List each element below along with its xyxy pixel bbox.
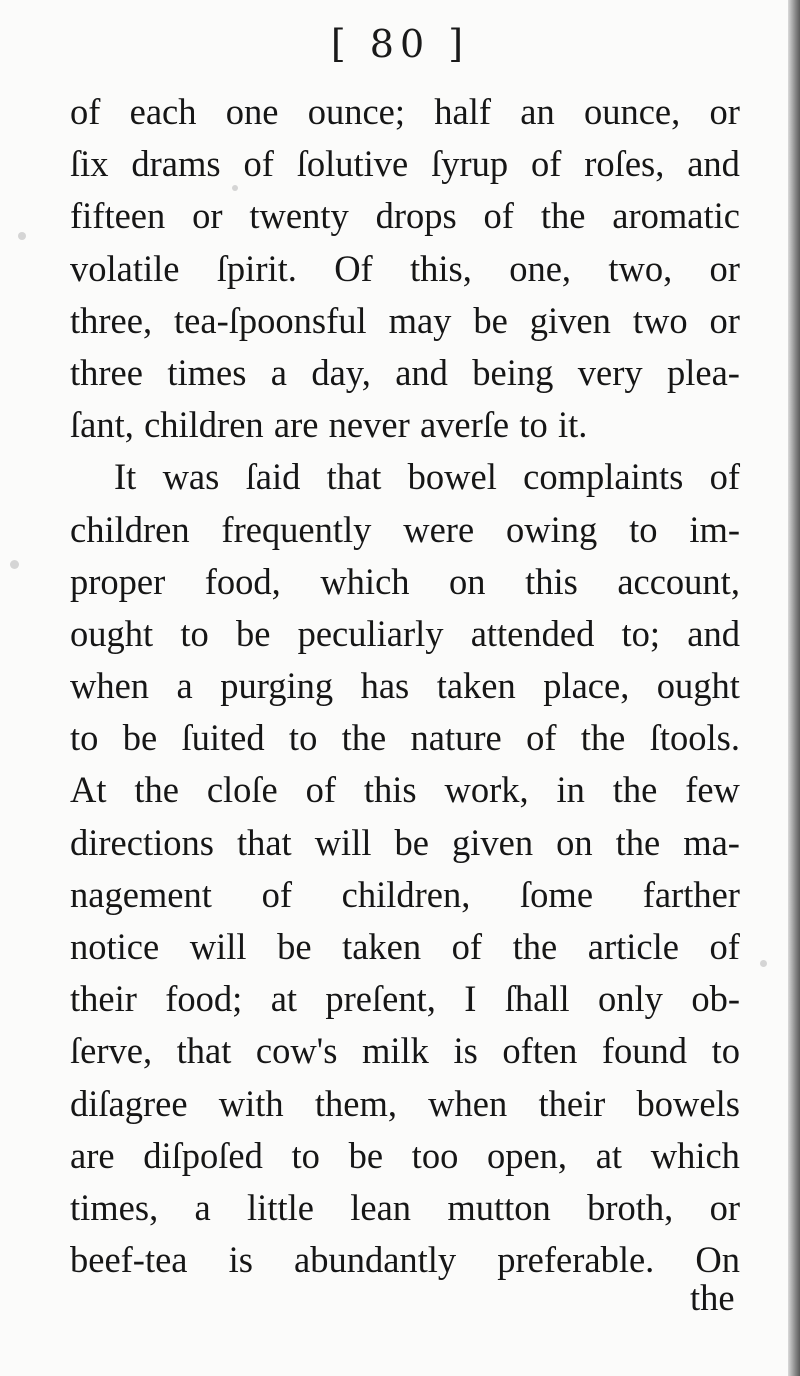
word: taken [342, 926, 422, 967]
word: peculiarly [297, 612, 444, 654]
word: On [695, 1239, 740, 1281]
text-line [70, 1025, 740, 1077]
word: the [341, 717, 387, 759]
word: to [180, 612, 209, 654]
word: that [236, 821, 292, 863]
word: ob- [691, 978, 740, 1020]
word: bowel [407, 456, 497, 498]
word: or [192, 195, 223, 237]
word: which [650, 1134, 740, 1176]
word: is [453, 1030, 478, 1072]
text-line [70, 660, 740, 712]
word: children [144, 404, 264, 446]
word: being [472, 351, 554, 393]
word: were [403, 508, 475, 550]
text-line [70, 1130, 740, 1182]
paper-speck [10, 560, 19, 569]
word: of [531, 143, 562, 185]
word: the [512, 926, 558, 967]
word: and [395, 351, 448, 393]
text-line [70, 973, 740, 1025]
word: on [449, 560, 486, 602]
word: will [314, 821, 372, 863]
word: each [129, 91, 197, 132]
word: be [235, 612, 271, 654]
word: ſaid [245, 456, 301, 498]
text-line [70, 243, 740, 295]
word: nature [410, 717, 502, 759]
word: the [134, 769, 179, 811]
word: diſagree [70, 1082, 188, 1124]
word: when [70, 665, 150, 707]
word: a [194, 1186, 211, 1228]
body-text [70, 86, 740, 1286]
word: open, [486, 1134, 568, 1176]
word: Of [334, 247, 373, 289]
word: food, [204, 560, 281, 602]
word: at [595, 1134, 623, 1176]
text-line [70, 190, 740, 242]
word: of [709, 456, 740, 498]
word: or [709, 1186, 740, 1228]
word: cow's [255, 1030, 338, 1072]
word: it. [557, 404, 588, 446]
word: and [687, 612, 740, 654]
word: children [70, 508, 190, 550]
word: times, [70, 1186, 159, 1228]
word: be [277, 926, 312, 967]
word: at [270, 978, 298, 1020]
word: ſyrup [431, 143, 509, 185]
word: volatile [70, 247, 180, 289]
text-line [70, 556, 740, 608]
word: ſome [520, 873, 594, 915]
word: given [451, 821, 534, 863]
word: when [428, 1082, 508, 1124]
text-line [70, 1234, 740, 1286]
word: owing [506, 508, 598, 550]
word: that [326, 456, 382, 498]
word: cloſe [206, 769, 278, 811]
word: or [709, 299, 740, 341]
word: their [70, 978, 137, 1020]
text-line [70, 764, 740, 816]
word: taken [436, 665, 516, 707]
word: ought [656, 665, 740, 707]
word: averſe [419, 404, 510, 446]
word: frequently [221, 508, 372, 550]
catchword: the [690, 1277, 735, 1318]
word: the [540, 195, 586, 237]
word: work, [444, 769, 529, 811]
word: abundantly [294, 1239, 457, 1281]
word: ounce, [583, 91, 681, 132]
word: preſent, [325, 978, 436, 1020]
word: day, [311, 351, 371, 393]
word: to [291, 1134, 320, 1176]
paper-speck [760, 960, 767, 967]
text-line [70, 86, 740, 138]
word: mutton [447, 1186, 551, 1228]
word: times [167, 351, 247, 393]
word: the [612, 769, 658, 811]
word: directions [70, 821, 214, 863]
word: of [70, 91, 101, 132]
word: to [629, 508, 658, 550]
word: was [162, 456, 220, 498]
word: two [632, 299, 688, 341]
text-line [70, 295, 740, 347]
word: drams [131, 143, 221, 185]
word: diſpoſed [143, 1134, 263, 1176]
text-line [70, 1182, 740, 1234]
text-line [70, 138, 740, 190]
word: to [519, 404, 548, 446]
word: are [70, 1134, 115, 1176]
word: ſerve, [70, 1030, 153, 1072]
word: very [577, 351, 643, 393]
word: this, [410, 247, 472, 289]
word: an [520, 91, 555, 132]
page-number: [ 80 ] [330, 22, 470, 66]
word: ſolutive [296, 143, 409, 185]
word: that [176, 1030, 232, 1072]
word: of [709, 926, 740, 967]
word: on [556, 821, 593, 863]
text-line [70, 399, 740, 451]
word: with [218, 1082, 284, 1124]
word: to [70, 717, 99, 759]
word: It [114, 456, 137, 498]
word: never [328, 404, 410, 446]
word: of [261, 873, 292, 915]
word: ſtools. [649, 717, 740, 759]
word: attended [470, 612, 595, 654]
word: ſant, [70, 404, 134, 446]
word: this [525, 560, 578, 602]
word: or [709, 91, 740, 132]
word: the [580, 717, 626, 759]
word: twenty [249, 195, 349, 237]
word: broth, [587, 1186, 674, 1228]
word: in [556, 769, 585, 811]
word: ſpirit. [216, 247, 297, 289]
text-line [70, 921, 740, 973]
word: proper [70, 560, 166, 602]
word: a [270, 351, 287, 393]
text-line [70, 817, 740, 869]
text-line [70, 869, 740, 921]
word: one, [509, 247, 572, 289]
word: to [711, 1030, 740, 1072]
word: one [225, 91, 279, 132]
text-line [70, 451, 740, 503]
word: found [601, 1030, 688, 1072]
text-line [70, 608, 740, 660]
word: to; [621, 612, 661, 654]
word: to [288, 717, 318, 759]
word: too [411, 1134, 459, 1176]
text-line [70, 504, 740, 556]
word: im- [689, 508, 740, 550]
word: ſhall [504, 978, 570, 1020]
word: of [483, 195, 514, 237]
word: complaints [523, 456, 684, 498]
word: given [529, 299, 611, 341]
word: the [615, 821, 661, 863]
paper-speck [18, 232, 26, 240]
word: or [709, 247, 740, 289]
word: half [434, 91, 492, 132]
word: be [394, 821, 429, 863]
word: account, [617, 560, 740, 602]
word: milk [362, 1030, 429, 1072]
word: At [70, 769, 107, 811]
word: notice [70, 926, 160, 967]
word: plea- [666, 351, 740, 393]
word: two, [608, 247, 673, 289]
word: beef-tea [70, 1239, 188, 1281]
word: of [243, 143, 274, 185]
word: often [502, 1030, 578, 1072]
word: of [305, 769, 337, 811]
word: ought [70, 612, 154, 654]
word: three, [70, 299, 153, 341]
word: farther [642, 873, 740, 915]
word: of [451, 926, 483, 967]
word: ma- [683, 821, 740, 863]
word: children, [341, 873, 471, 915]
word: article [587, 926, 679, 967]
word: which [320, 560, 410, 602]
word: be [122, 717, 158, 759]
text-line [70, 347, 740, 399]
word: roſes, [584, 143, 665, 185]
word: this [363, 769, 417, 811]
word: three [70, 351, 143, 393]
word: ſuited [181, 717, 265, 759]
word: and [687, 143, 740, 185]
word: ounce; [307, 91, 406, 132]
word: ſix [70, 143, 109, 185]
word: them, [314, 1082, 397, 1124]
word: be [473, 299, 508, 341]
word: be [348, 1134, 384, 1176]
word: has [360, 665, 410, 707]
word: of [526, 717, 557, 759]
word: may [388, 299, 452, 341]
word: few [685, 769, 740, 811]
word: drops [375, 195, 457, 237]
word: a [176, 665, 193, 707]
page-edge-shadow [788, 0, 800, 1376]
word: place, [543, 665, 630, 707]
word: little [247, 1186, 314, 1228]
word: aromatic [612, 195, 740, 237]
word: will [189, 926, 247, 967]
text-line [70, 712, 740, 764]
word: I [464, 978, 477, 1020]
word: fifteen [70, 195, 166, 237]
word: only [598, 978, 663, 1020]
word: is [228, 1239, 253, 1281]
word: food; [165, 978, 243, 1020]
text-line [70, 1078, 740, 1130]
word: tea-ſpoonsful [174, 299, 367, 341]
word: are [273, 404, 319, 446]
word: purging [220, 665, 334, 707]
word: their [538, 1082, 606, 1124]
word: preferable. [497, 1239, 655, 1281]
word: nagement [70, 873, 212, 915]
word: lean [350, 1186, 412, 1228]
word: bowels [636, 1082, 740, 1124]
